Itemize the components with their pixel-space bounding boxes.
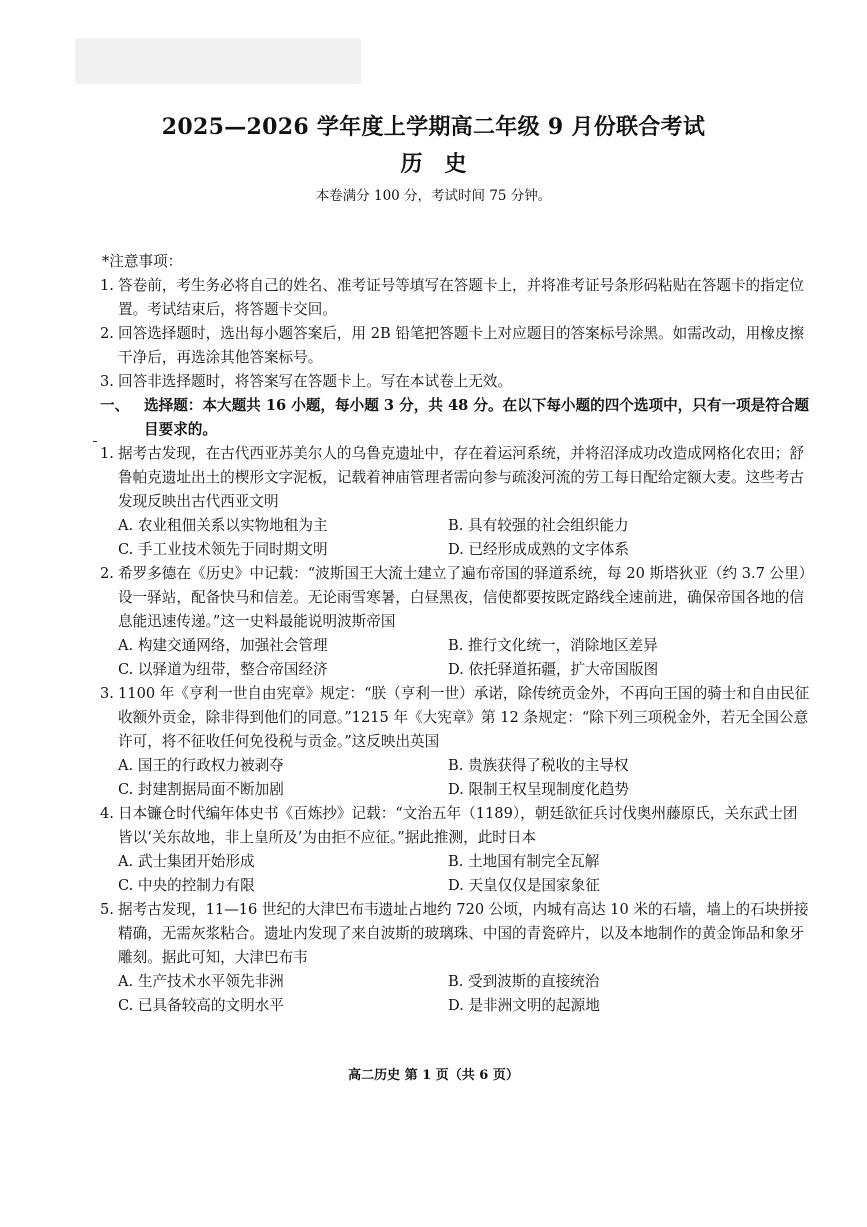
question-stem: 希罗多德在《历史》中记载：“波斯国王大流士建立了遍布帝国的驿道系统，每 20 斯塔狄亚（约 3.7 公里）设一驿站，配备快马和信差。无论雨雪寒暑，白昼黑夜，信使都要按既定路线全速前进，确保帝国各地的信息能迅速传递。”这一史料最能说明波斯帝国 xyxy=(118,565,807,630)
exam-subject: 历史 xyxy=(400,151,489,177)
option-c: C. 手工业技术领先于同时期文明 xyxy=(118,541,328,558)
option-c: C. 封建割据局面不断加剧 xyxy=(118,781,284,798)
notice-item xyxy=(100,322,810,370)
option-b: B. 贵族获得了税收的主导权 xyxy=(448,757,629,774)
question xyxy=(100,802,810,850)
option-a: A. 生产技术水平领先非洲 xyxy=(118,973,284,990)
option-a: A. 构建交通网络，加强社会管理 xyxy=(118,637,328,654)
notice-heading: *注意事项： xyxy=(102,253,183,270)
option-a: A. 武士集团开始形成 xyxy=(118,853,255,870)
notice-item-num: 2. xyxy=(100,325,114,342)
option-b: B. 土地国有制完全瓦解 xyxy=(448,853,600,870)
notice-item xyxy=(100,370,810,394)
section-num: 一、 xyxy=(100,397,130,414)
question-stem: 据考古发现，11—16 世纪的大津巴布韦遗址占地约 720 公顷，内城有高达 10 米的石墙，墙上的石块拼接精确，无需灰浆粘合。遗址内发现了来自波斯的玻璃珠、中国的青瓷碎片，以及本地制作的黄金饰品和象牙雕刻。据此可知，大津巴布韦 xyxy=(118,901,809,966)
option-a: A. 农业租佃关系以实物地租为主 xyxy=(118,517,328,534)
notice-item-text: 答卷前，考生务必将自己的姓名、准考证号等填写在答题卡上，并将准考证号条形码粘贴在答题卡的指定位置。考试结束后，将答题卡交回。 xyxy=(118,277,804,318)
exam-header xyxy=(0,112,867,206)
option-d: D. 天皇仅仅是国家象征 xyxy=(448,877,600,894)
question-options xyxy=(118,970,810,1018)
question-options xyxy=(118,514,810,562)
option-d: D. 依托驿道拓疆，扩大帝国版图 xyxy=(448,661,659,678)
page-footer: 高二历史 第 1 页（共 6 页） xyxy=(348,1068,519,1083)
option-b: B. 推行文化统一，消除地区差异 xyxy=(448,637,658,654)
notice-item-text: 回答选择题时，选出每小题答案后，用 2B 铅笔把答题卡上对应题目的答案标号涂黑。如需改动，用橡皮擦干净后，再选涂其他答案标号。 xyxy=(118,325,805,366)
question-stem: 日本镰仓时代编年体史书《百炼抄》记载：“文治五年（1189），朝廷欲征兵讨伐奥州藤原氏，关东武士团皆以‘关东故地，非上皇所及’为由拒不应征。”据此推测，此时日本 xyxy=(118,805,798,846)
option-c: C. 已具备较高的文明水平 xyxy=(118,997,284,1014)
notice-item-num: 3. xyxy=(100,373,114,390)
notice-item xyxy=(100,274,810,322)
notice-item-text: 回答非选择题时，将答案写在答题卡上。写在本试卷上无效。 xyxy=(118,373,513,390)
question xyxy=(100,562,810,634)
question-num: 5. xyxy=(100,901,114,918)
question-num: 1. xyxy=(100,445,114,462)
option-a: A. 国王的行政权力被剥夺 xyxy=(118,757,284,774)
option-c: C. 中央的控制力有限 xyxy=(118,877,255,894)
section-text: 选择题：本大题共 16 小题，每小题 3 分，共 48 分。在以下每小题的四个选项中，只有一项是符合题目要求的。 xyxy=(144,397,810,438)
section-heading xyxy=(100,394,810,442)
notice-item-num: 1. xyxy=(100,277,114,294)
question-num: 3. xyxy=(100,685,114,702)
question-num: 2. xyxy=(100,565,114,582)
option-b: B. 受到波斯的直接统治 xyxy=(448,973,600,990)
question-num: 4. xyxy=(100,805,114,822)
question xyxy=(100,682,810,754)
exam-title: 2025—2026 学年度上学期高二年级 9 月份联合考试 xyxy=(161,114,706,140)
option-c: C. 以驿道为纽带，整合帝国经济 xyxy=(118,661,328,678)
question-stem: 据考古发现，在古代西亚苏美尔人的乌鲁克遗址中，存在着运河系统，并将沼泽成功改造成网格化农田；舒鲁帕克遗址出土的楔形文字泥板，记载着神庙管理者需向参与疏浚河流的劳工每日配给定额大麦。这些考古发现反映出古代西亚文明 xyxy=(118,445,804,510)
stray-mark xyxy=(93,441,97,442)
scan-smudge xyxy=(75,38,361,84)
question xyxy=(100,442,810,514)
option-d: D. 限制王权呈现制度化趋势 xyxy=(448,781,629,798)
question-options xyxy=(118,634,810,682)
exam-info: 本卷满分 100 分，考试时间 75 分钟。 xyxy=(315,188,552,204)
question xyxy=(100,898,810,970)
option-b: B. 具有较强的社会组织能力 xyxy=(448,517,629,534)
option-d: D. 已经形成成熟的文字体系 xyxy=(448,541,629,558)
question-options xyxy=(118,850,810,898)
option-d: D. 是非洲文明的起源地 xyxy=(448,997,600,1014)
question-stem: 1100 年《亨利一世自由宪章》规定：“朕（亨利一世）承诺，除传统贡金外，不再向王国的骑士和自由民征收额外贡金，除非得到他们的同意。”1215 年《大宪章》第 12 条规定：“除下列三项税金外，若无全国公意许可，将不征收任何免役税与贡金。”这反映出英国 xyxy=(118,685,810,750)
question-options xyxy=(118,754,810,802)
exam-body xyxy=(100,250,810,1018)
